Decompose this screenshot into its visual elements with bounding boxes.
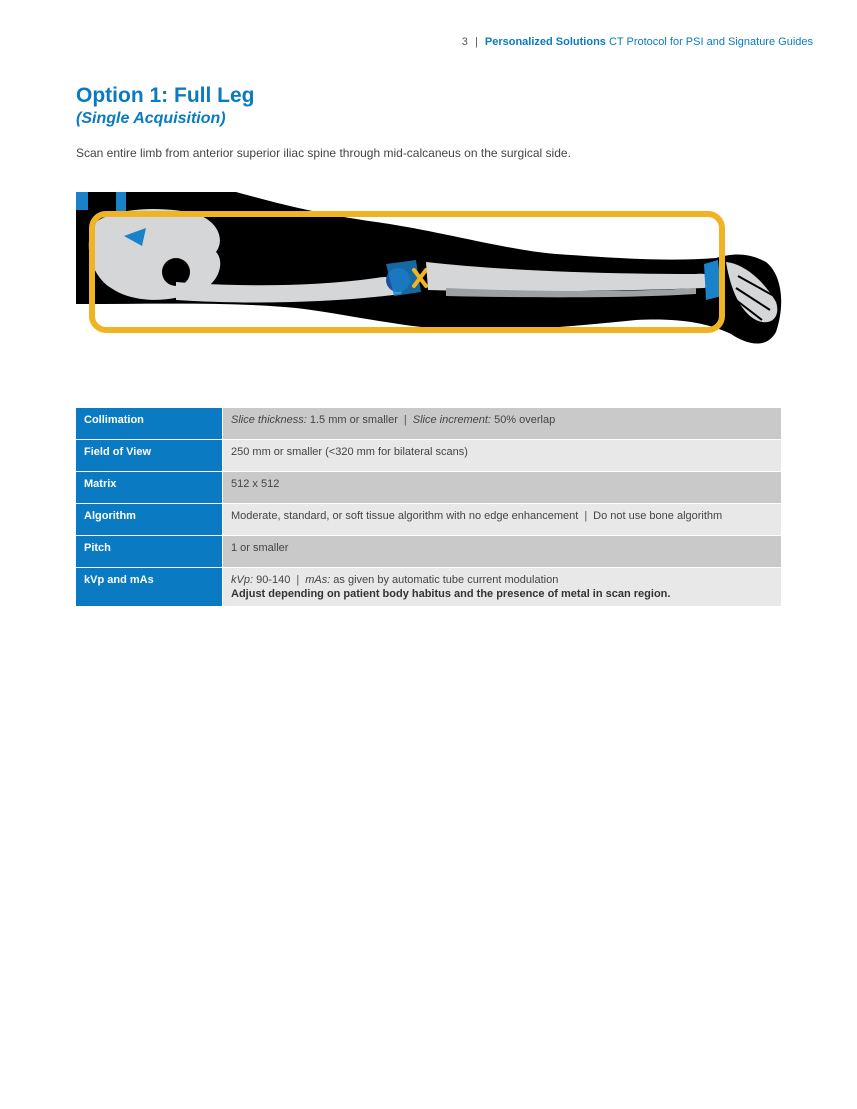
- row-label: Algorithm: [76, 504, 223, 536]
- row-label: Collimation: [76, 408, 223, 440]
- row-label: Pitch: [76, 536, 223, 568]
- header-subtitle: CT Protocol for PSI and Signature Guides: [608, 36, 813, 48]
- row-value: 512 x 512: [223, 472, 782, 504]
- section-title: Option 1: Full Leg: [76, 84, 255, 107]
- row-label: Field of View: [76, 440, 223, 472]
- section-intro: Scan entire limb from anterior superior iliac spine through mid-calcaneus on the surgical side.: [76, 146, 571, 160]
- page-header: [462, 36, 813, 48]
- row-value: Slice thickness: 1.5 mm or smaller | Slice increment: 50% overlap: [223, 408, 782, 440]
- row-label: Matrix: [76, 472, 223, 504]
- section-subtitle: (Single Acquisition): [76, 110, 226, 127]
- row-label: kVp and mAs: [76, 568, 223, 607]
- row-value: 250 mm or smaller (<320 mm for bilateral scans): [223, 440, 782, 472]
- row-value: Moderate, standard, or soft tissue algorithm with no edge enhancement | Do not use bone algorithm: [223, 504, 782, 536]
- row-value: kVp: 90-140 | mAs: as given by automatic tube current modulation Adjust depending on patient body habitus and the presence of metal in scan region.: [223, 568, 782, 607]
- hip-socket: [162, 258, 190, 286]
- full-leg-scan-illustration: [76, 192, 786, 352]
- row-value: 1 or smaller: [223, 536, 782, 568]
- table-row: [76, 536, 781, 568]
- table-row: [76, 568, 781, 607]
- blue-band-2: [116, 192, 126, 212]
- table-row: [76, 408, 781, 440]
- table-row: [76, 504, 781, 536]
- row-note: Adjust depending on patient body habitus and the presence of metal in scan region.: [231, 588, 671, 600]
- protocol-table: [76, 408, 781, 607]
- header-brand: Personalized Solutions: [484, 36, 606, 48]
- page-number: 3: [461, 36, 468, 48]
- table-row: [76, 472, 781, 504]
- table-row: [76, 440, 781, 472]
- blue-band: [76, 192, 88, 210]
- header-separator: |: [474, 36, 478, 48]
